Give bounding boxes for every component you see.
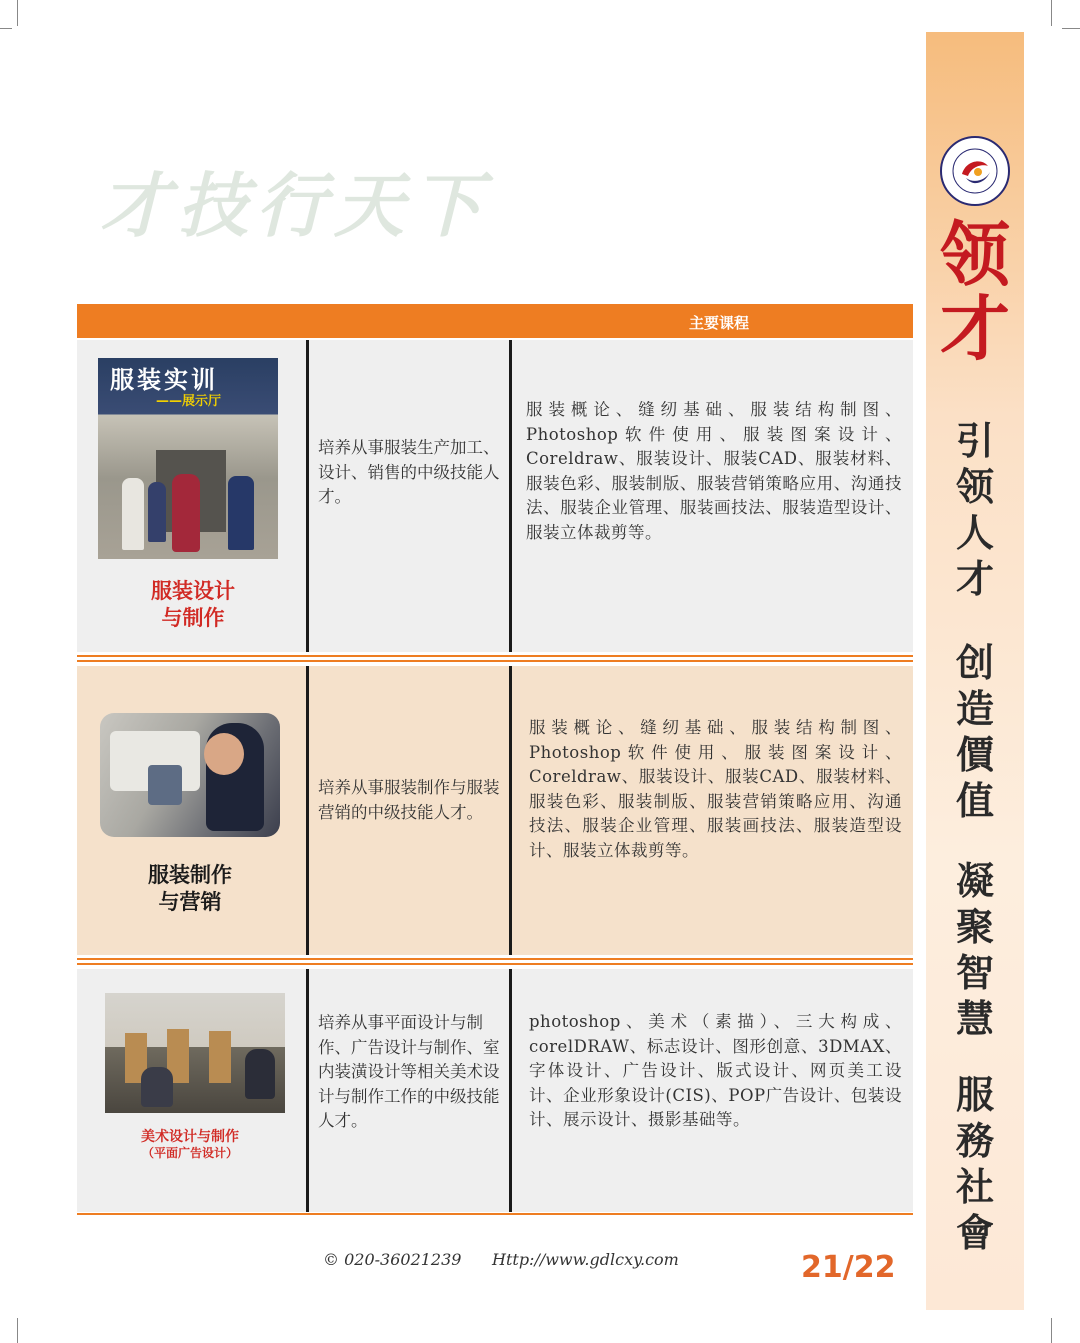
- column-divider: [306, 969, 309, 1212]
- motto-char: 凝: [955, 859, 994, 903]
- motto-char: 務: [955, 1119, 994, 1163]
- motto-char: 值: [955, 779, 994, 823]
- program-name-line: 与营销: [158, 890, 222, 915]
- motto-char: 聚: [955, 905, 994, 949]
- training-goal: 培养从事平面设计与制作、广告设计与制作、室内装潢设计等相关美术设计与制作工作的中级技能人才。: [318, 1013, 500, 1130]
- photo-caption: 服装实训: [110, 366, 218, 394]
- program-name-line: 服装制作: [148, 863, 232, 887]
- table-row: [77, 666, 913, 955]
- program-name: [95, 1128, 285, 1162]
- brand-char: 才: [940, 287, 1010, 370]
- column-divider: [509, 340, 512, 652]
- motto-line: [926, 1072, 1024, 1256]
- program-name-line: 服装设计: [151, 579, 235, 603]
- art-studio-photo: [105, 993, 285, 1113]
- training-goal: 培养从事服装制作与服装营销的中级技能人才。: [318, 778, 500, 822]
- row-divider: [77, 654, 913, 664]
- motto-char: 创: [955, 641, 994, 685]
- student-figure: [245, 1049, 275, 1099]
- model-figure: [172, 474, 200, 552]
- column-divider: [306, 666, 309, 955]
- table-row: [77, 969, 913, 1212]
- crop-mark: [1051, 1318, 1052, 1343]
- motto-char: 人: [955, 511, 994, 555]
- photo-subcaption: ——展示厅: [156, 394, 222, 409]
- brand-name: [926, 213, 1024, 370]
- crop-mark: [1062, 28, 1080, 29]
- model-figure: [228, 476, 254, 550]
- column-divider: [509, 666, 512, 955]
- motto-char: 價: [955, 733, 994, 777]
- page-number: 21/22: [801, 1250, 896, 1285]
- motto-char: 服: [955, 1073, 994, 1117]
- student-face: [204, 733, 244, 775]
- slogan-watermark: 才技行天下: [100, 164, 490, 247]
- motto-char: 會: [955, 1211, 994, 1255]
- motto-line: [926, 858, 1024, 1042]
- main-courses: photoshop、美术（素描）、三大构成、corelDRAW、标志设计、图形创意、3DMAX、字体设计、广告设计、版式设计、网页美工设计、企业形象设计(CIS)、POP广告设计、包装设计、展示设计、摄影基础等。: [529, 1012, 902, 1129]
- school-logo-icon: [938, 134, 1012, 208]
- motto-char: 领: [955, 465, 994, 509]
- training-goal: 培养从事服装生产加工、设计、销售的中级技能人才。: [318, 438, 500, 506]
- table-header: [77, 304, 913, 338]
- motto-char: 才: [955, 557, 994, 601]
- table-bottom-rule: [77, 1213, 913, 1215]
- model-figure: [148, 482, 166, 542]
- crop-mark: [1051, 0, 1052, 26]
- motto-line: [926, 418, 1024, 602]
- footer-phone: © 020-36021239: [323, 1250, 462, 1269]
- program-name-line: （平面广告设计）: [141, 1146, 238, 1161]
- motto-char: 造: [955, 687, 994, 731]
- crop-mark: [17, 1318, 18, 1343]
- course-table: [77, 304, 913, 1216]
- motto-char: 社: [955, 1165, 994, 1209]
- program-name-line: 与制作: [161, 606, 225, 631]
- motto-char: 引: [955, 419, 994, 463]
- motto-char: 智: [955, 951, 994, 995]
- crop-mark: [17, 0, 18, 26]
- gauge-dial: [148, 765, 182, 805]
- brand-char: 领: [940, 213, 1010, 296]
- student-figure: [141, 1067, 173, 1107]
- sewing-student-photo: [100, 713, 280, 837]
- motto-line: [926, 640, 1024, 824]
- program-name: [95, 862, 285, 917]
- model-figure: [122, 478, 144, 550]
- program-name: [98, 578, 288, 633]
- row-divider: [77, 957, 913, 967]
- footer-website[interactable]: Http://www.gdlcxy.com: [492, 1250, 679, 1269]
- main-courses: 服装概论、缝纫基础、服装结构制图、Photoshop软件使用、服装图案设计、Coreldraw、服装设计、服装CAD、服装材料、服装色彩、服装制版、服装营销策略应用、沟通技法、服装企业管理、服装画技法、服装造型设计、服装立体裁剪等。: [529, 718, 902, 860]
- program-name-line: 美术设计与制作: [141, 1129, 239, 1145]
- crop-mark: [0, 28, 12, 29]
- brand-sidebar: [926, 32, 1024, 1310]
- easel: [209, 1031, 231, 1083]
- main-courses: 服装概论、缝纫基础、服装结构制图、Photoshop软件使用、服装图案设计、Coreldraw、服装设计、服装CAD、服装材料、服装色彩、服装制版、服装营销策略应用、沟通技法、服装企业管理、服装画技法、服装造型设计、服装立体裁剪等。: [526, 400, 902, 542]
- table-row: [77, 340, 913, 652]
- table-header-label: 主要课程: [689, 314, 750, 332]
- motto-char: 慧: [955, 997, 994, 1041]
- training-hall-photo: [98, 358, 278, 559]
- column-divider: [306, 340, 309, 652]
- column-divider: [509, 969, 512, 1212]
